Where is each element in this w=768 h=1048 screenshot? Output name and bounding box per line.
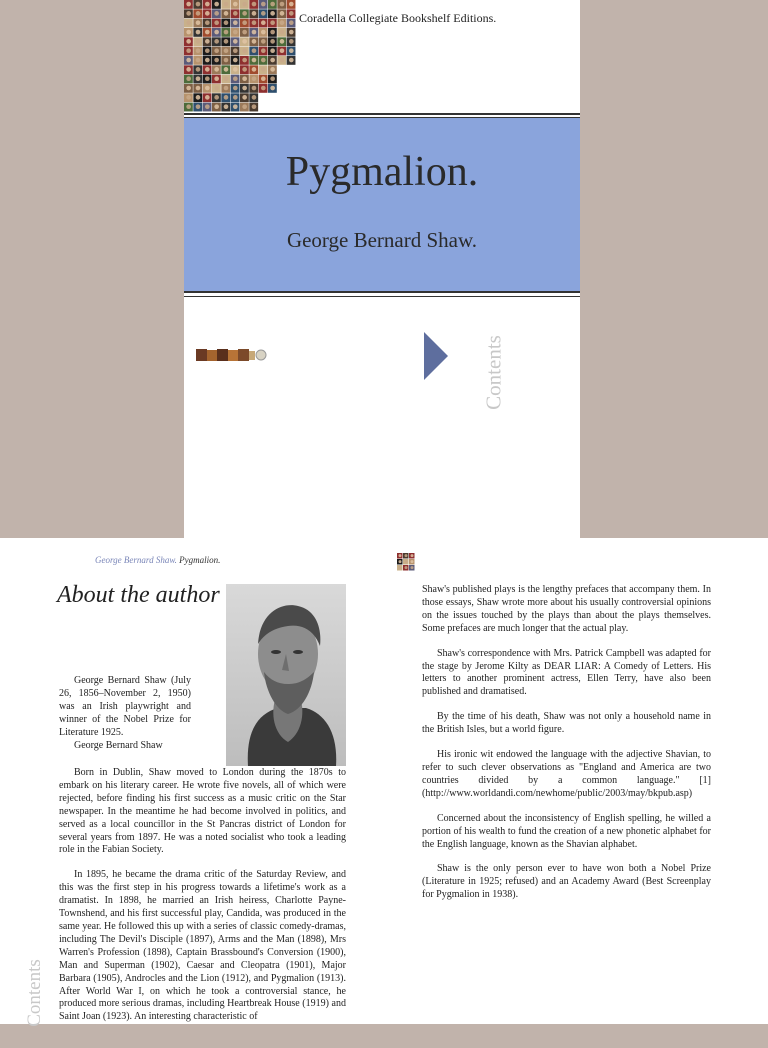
intro-paragraph: George Bernard Shaw (July 26, 1856–November 2, 1950) was an Irish playwright and winner of the Nobel Prize for Literature 1925. [59,675,191,738]
bio-paragraph: His ironic wit endowed the language with the adjective Shavian, to refer to such clever observations as "England and America are two countries divided by a common language." [1] (http://www.worldandi.com/newhome/public/2003/may/bkpub.asp) [422,749,711,799]
rule-line [184,296,580,297]
book-strip-image [196,348,268,362]
contents-side-link[interactable]: Contents [24,959,45,1027]
bio-paragraph: Shaw is the only person ever to have won both a Nobel Prize (Literature in 1925; refused) and an Academy Award (Best Screenplay for Pygmalion in 1938). [422,863,711,901]
book-title: Pygmalion. [285,149,479,195]
author-portrait [226,584,346,766]
book-author: George Bernard Shaw. [286,228,478,252]
bio-paragraph: Shaw's published plays is the lengthy prefaces that accompany them. In those essays, Shaw wrote more about his usually controversial opinions on the issues touched by the plays than about the plays themselves. Some prefaces are much longer that the actual play. [422,584,711,634]
intro-caption: George Bernard Shaw [74,740,163,751]
bio-paragraph: In 1895, he became the drama critic of the Saturday Review, and this was the first step in his progress towards a lifetime's work as a dramatist. In 1898, he married an Irish heiress, Charlotte Payne-Townshend, and his first successful play, Candida, was produced in the same year. He followed this up with a series of classic comedy-dramas, including The Devil's Disciple (1897), Arms and the Man (1898), Mrs Warren's Profession (1898), Captain Brassbound's Conversion (1900), Man and Superman (1902), Caesar and Cleopatra (1901), Major Barbara (1905), Androcles and the Lion (1912), and Pygmalion (1913). After World War I, on which he took a controversial stance, he produced more serious dramas, including Heartbreak House (1919) and Saint Joan (1923). An interesting characteristic of [59,869,346,1023]
portrait-mosaic-image [184,0,296,112]
bio-paragraph: Concerned about the inconsistency of English spelling, he willed a portion of his wealth to fund the creation of a new phonetic alphabet for the English language, known as the Shavian alphabet. [422,812,711,850]
contents-link[interactable]: Contents [481,335,506,410]
bio-paragraph: Born in Dublin, Shaw moved to London during the 1870s to embark on his literary career. He wrote five novels, all of which were rejected, before finding his first success as a music critic on the Star newspaper. In the meantime he had become involved in politics, and served as a local councillor in the St Pancras district of London for several years from 1897. He was a noted socialist who took a leading role in the Fabian Society. [59,767,346,856]
bio-paragraph: Shaw's correspondence with Mrs. Patrick Campbell was adapted for the stage by Jerome Kilty as DEAR LIAR: A Comedy of Letters. His letters to another prominent actress, Ellen Terry, have also been published and dramatised. [422,647,711,698]
publisher-line: Coradella Collegiate Bookshelf Editions. [299,11,497,25]
bio-intro [59,674,191,752]
rule-line [184,113,580,115]
bio-left-column [59,767,346,1036]
section-heading: About the author [57,582,220,608]
title-band [184,118,580,291]
running-head-author: George Bernard Shaw. [95,555,177,565]
rule-line [184,291,580,293]
running-head [95,555,220,565]
running-head-title: Pygmalion. [179,555,221,565]
bio-right-column [422,584,711,914]
bio-paragraph: By the time of his death, Shaw was not only a household name in the British Isles, but a world figure. [422,711,711,736]
cover-page [184,0,580,538]
mosaic-thumbnail-icon [397,553,415,573]
contents-arrow-icon[interactable] [424,332,448,380]
about-author-spread [0,538,768,1027]
